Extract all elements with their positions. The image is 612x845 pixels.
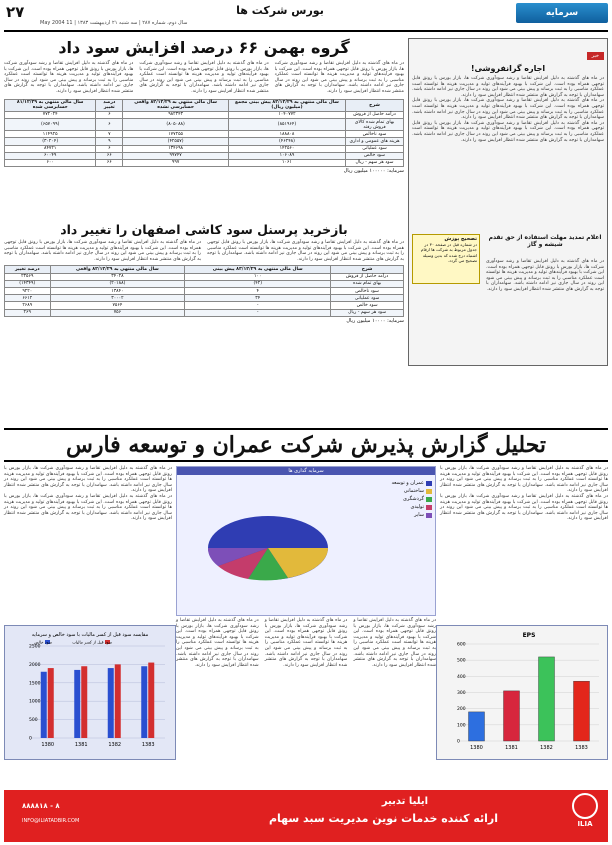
pie-legend-item [352,512,432,518]
table-cell: ۳۴۰۲۸ [50,273,185,280]
kashi-table [4,265,404,316]
bar [469,712,485,741]
table-cell: ۹۹۷۴۷ [123,152,229,159]
pie-legend-item [352,496,432,502]
table-row [5,309,404,316]
lower-left-text [4,466,172,616]
table-cell: ۲۶۹ [5,309,51,316]
y-tick-label: 0 [457,739,460,745]
page-header [0,0,612,32]
table-row [5,302,404,309]
ad-phone: ۸۸۸۸۱۸ - ۸ [22,802,60,810]
table-cell: (۴۶۲۴۸) [228,138,345,145]
table-cell: ۱۱۴۹۲۵ [5,131,96,138]
pie-legend-item [352,480,432,486]
table-cell: هزینه های عمومی و اداری [346,138,404,145]
table-header-cell: سال مالی منتهی به ۸۳/۱۲/۲۹ پیش بینی [185,266,331,273]
table-cell: ۹۲۲۰ [5,287,51,294]
table-cell: ۱۰۰ [185,273,331,280]
pie-legend-label: گردشگری [403,496,424,502]
table-cell: ۶۰۰۴۹ [5,152,96,159]
table-row [5,152,404,159]
table-cell: سود خالص [331,302,404,309]
table-header-cell: شرح [346,99,404,111]
table-cell: (۴۲) [185,280,331,287]
sidebar-title: اجاره گرانفروشی! [470,64,546,73]
pie-legend-swatch [426,513,432,518]
pie-legend-label: عمران و توسعه [391,480,424,486]
profit-chart-panel [4,625,176,760]
table-row [5,145,404,152]
main-headline-bar [4,428,608,462]
article-kashi-title: بازخرید پرسنل سود کاشی اصفهان را تغییر داد [60,222,348,237]
bar [141,666,147,738]
article-bahman-text-1: در ماه های گذشته به دلیل افزایش تقاضا و رشد سودآوری شرکت ها، بازار بورس با رونق قابل توجهی همراه بوده است. این شرکت با بهبود فرآیندهای تولید و مدیریت هزینه ها توانسته است عملکرد مناسبی را به ثبت برساند و پیش بینی می شود این روند در سال جاری نیز ادامه داشته باشد. سهامداران با توجه به گزارش های منتشر شده انتظار افزایش سود را دارند. [274,61,404,94]
ilia-brand: ILIA [577,820,593,828]
lower-right-text [440,466,608,616]
page-number: ۲۷ [6,3,25,21]
article-kashi-text-2: در ماه های گذشته به دلیل افزایش تقاضا و رشد سودآوری شرکت ها، بازار بورس با رونق قابل توجهی همراه بوده است. این شرکت با بهبود فرآیندهای تولید و مدیریت هزینه ها توانسته است عملکرد مناسبی را به ثبت برساند و پیش بینی می شود این روند در سال جاری نیز ادامه داشته باشد. سهامداران با توجه به گزارش های منتشر شده انتظار افزایش سود را دارند. [4,240,201,262]
table-cell: درآمد حاصل از فروش [331,273,404,280]
pie-chart [188,478,348,603]
table-cell: - [185,309,331,316]
table-cell: - [185,302,331,309]
chart-title: مقایسه سود قبل از کسر مالیات با سود خالص و سرمایه [31,632,149,638]
x-tick-label: 1381 [505,745,518,751]
table-cell: سود هر سهم - ریال [331,309,404,316]
bar [74,670,80,738]
issue-meta: سال دوم، شماره ۲۸۷ | سه شنبه ۲۱ ارديبهشت ۱۳۸۳ | 11 May 2004 [40,20,188,26]
table-cell: (۶۵۷۰۹۹) [5,118,96,130]
table-cell: ۷۵۶ [50,309,185,316]
table-row [5,273,404,280]
pie-legend-swatch [426,497,432,502]
table-cell: ۷۵۶۴ [50,302,185,309]
bar [41,672,47,738]
eps-chart-panel [436,625,608,760]
section-title: بورس شركت ها [236,4,324,17]
middle-text [176,618,436,786]
lower-left-para-1: در ماه های گذشته به دلیل افزایش تقاضا و رشد سودآوری شرکت ها، بازار بورس با رونق قابل توجهی همراه بوده است. این شرکت با بهبود فرآیندهای تولید و مدیریت هزینه ها توانسته است عملکرد مناسبی را به ثبت برساند و پیش بینی می شود این روند در سال جاری نیز ادامه داشته باشد. سهامداران با توجه به گزارش های منتشر شده انتظار افزایش سود را دارند. [4,466,172,494]
table-cell: بهای تمام شده [331,280,404,287]
ad-title: ایلیا تدبیر [381,796,428,807]
table-row [5,111,404,118]
legend-label: سود خالص [33,639,52,645]
x-tick-label: 1380 [41,742,55,748]
table-row [5,295,404,302]
table-cell: ۱۴۲۵۶۰ [228,145,345,152]
table-cell: (۸۵۱۹۶۴) [228,118,345,130]
ilia-logo [572,793,598,828]
table-cell: ۱۰۶۱ [228,159,345,166]
table-cell: ۱۰۴۰۷۷۲ [228,111,345,118]
table-cell: ۷۷۲۰۲۴ [5,111,96,118]
pie-legend-swatch [426,489,432,494]
table-cell: ۱۳۴۶۹۸ [123,145,229,152]
table-cell: ۷ [96,131,123,138]
x-tick-label: 1382 [108,742,122,748]
x-tick-label: 1383 [141,742,155,748]
y-tick-label: 100 [457,723,466,729]
table-cell: سود ناخالص [346,131,404,138]
lower-right-para-1: در ماه های گذشته به دلیل افزایش تقاضا و رشد سودآوری شرکت ها، بازار بورس با رونق قابل توجهی همراه بوده است. این شرکت با بهبود فرآیندهای تولید و مدیریت هزینه ها توانسته است عملکرد مناسبی را به ثبت برساند و پیش بینی می شود این روند در سال جاری نیز ادامه داشته باشد. سهامداران با توجه به گزارش های منتشر شده انتظار افزایش سود را دارند. [440,466,608,494]
y-tick-label: 400 [457,674,466,680]
correction-box [412,234,480,284]
table-cell: ۹۹۷ [123,159,229,166]
table-row [5,159,404,166]
y-tick-label: 1000 [29,699,41,705]
sidebar-text: در ماه های گذشته به دلیل افزایش تقاضا و رشد سودآوری شرکت ها، بازار بورس با رونق قابل توجهی همراه بوده است. این شرکت با بهبود فرآیندهای تولید و مدیریت هزینه ها توانسته است عملکرد مناسبی را به ثبت برساند و پیش بینی می شود این روند در سال جاری نیز ادامه داشته باشد. سهامداران با توجه به گزارش های منتشر شده انتظار افزایش سود را دارند. [412,76,604,98]
kashi-caption: سرمایه: ۱۰۰۰۰ میلیون ریال [346,317,404,324]
table-cell: (۳۰۲۰۴) [5,138,96,145]
sidebar-text-2: در ماه های گذشته به دلیل افزایش تقاضا و رشد سودآوری شرکت ها، بازار بورس با رونق قابل توجهی همراه بوده است. این شرکت با بهبود فرآیندهای تولید و مدیریت هزینه ها توانسته است عملکرد مناسبی را به ثبت برساند و پیش بینی می شود این روند در سال جاری نیز ادامه داشته باشد. سهامداران با توجه به گزارش های منتشر شده انتظار افزایش سود را دارند. [412,98,604,121]
y-tick-label: 300 [457,691,466,696]
table-cell: ۹۸۲۳۴۳ [123,111,229,118]
middle-text-1: در ماه های گذشته به دلیل افزایش تقاضا و رشد سودآوری شرکت ها، بازار بورس با رونق قابل توجهی همراه بوده است. این شرکت با بهبود فرآیندهای تولید و مدیریت هزینه ها توانسته است عملکرد مناسبی را به ثبت برساند و پیش بینی می شود این روند در سال جاری نیز ادامه داشته باشد. سهامداران با توجه به گزارش های منتشر شده انتظار افزایش سود را دارند. [353,618,436,668]
bahman-caption: سرمایه: ۱۰۰۰۰۰ میلیون ریال [343,168,404,175]
sidebar-text-3: در ماه های گذشته به دلیل افزایش تقاضا و رشد سودآوری شرکت ها، بازار بورس با رونق قابل توجهی همراه بوده است. این شرکت با بهبود فرآیندهای تولید و مدیریت هزینه ها توانسته است عملکرد مناسبی را به ثبت برساند و پیش بینی می شود این روند در سال جاری نیز ادامه داشته باشد. سهامداران با توجه به گزارش های منتشر شده انتظار افزایش سود را دارند. [412,120,604,143]
table-cell: سود عملیاتی [346,145,404,152]
table-cell: بهای تمام شده کالای فروش رفته [346,118,404,130]
article-bahman-text-3: در ماه های گذشته به دلیل افزایش تقاضا و رشد سودآوری شرکت ها، بازار بورس با رونق قابل توجهی همراه بوده است. این شرکت با بهبود فرآیندهای تولید و مدیریت هزینه ها توانسته است عملکرد مناسبی را به ثبت برساند و پیش بینی می شود این روند در سال جاری نیز ادامه داشته باشد. سهامداران با توجه به گزارش های منتشر شده انتظار افزایش سود را دارند. [4,61,134,94]
pie-legend-item [352,504,432,510]
y-tick-label: 600 [457,642,466,648]
table-cell: ۶۶ [96,159,123,166]
eps-chart [437,626,607,759]
table-row [5,280,404,287]
table-row [5,118,404,130]
table-header-cell: سال مالی منتهی به ۸۲/۱۲/۲۹ واقعی حسابرسی نشده [123,99,229,111]
table-cell: درآمد حاصل از فروش [346,111,404,118]
bar [148,663,154,738]
table-cell: ۶۶۱۲ [5,295,51,302]
table-cell: ۶ [96,111,123,118]
article-kashi [4,222,404,372]
x-tick-label: 1381 [74,742,88,748]
correction-text: در شماره قبل در صفحه ۳۰ در جدول مربوط به شركت ها ارقام اشتباه درج شده كه بدين وسيله تصحيح مي گردد. [420,242,477,263]
x-tick-label: 1383 [575,745,588,751]
y-tick-label: 2000 [29,662,41,668]
table-cell: ۶۰۰ [5,159,96,166]
pie-legend-label: ساختمانی [403,488,424,494]
article-bahman-text-2: در ماه های گذشته به دلیل افزایش تقاضا و رشد سودآوری شرکت ها، بازار بورس با رونق قابل توجهی همراه بوده است. این شرکت با بهبود فرآیندهای تولید و مدیریت هزینه ها توانسته است عملکرد مناسبی را به ثبت برساند و پیش بینی می شود این روند در سال جاری نیز ادامه داشته باشد. سهامداران با توجه به گزارش های منتشر شده انتظار افزایش سود را دارند. [139,61,269,94]
table-header-cell: شرح [331,266,404,273]
investment-pie-panel [176,466,436,616]
article-bahman-title: گروه بهمن ۶۶ درصد افزایش سود داد [58,38,350,57]
legend-label: سود قبل از کسر مالیات [72,639,112,645]
middle-text-2: در ماه های گذشته به دلیل افزایش تقاضا و رشد سودآوری شرکت ها، بازار بورس با رونق قابل توجهی همراه بوده است. این شرکت با بهبود فرآیندهای تولید و مدیریت هزینه ها توانسته است عملکرد مناسبی را به ثبت برساند و پیش بینی می شود این روند در سال جاری نیز ادامه داشته باشد. سهامداران با توجه به گزارش های منتشر شده انتظار افزایش سود را دارند. [264,618,348,668]
table-cell: ۸۴۷۲۱ [5,145,96,152]
lower-left-para-2: در ماه های گذشته به دلیل افزایش تقاضا و رشد سودآوری شرکت ها، بازار بورس با رونق قابل توجهی همراه بوده است. این شرکت با بهبود فرآیندهای تولید و مدیریت هزینه ها توانسته است عملکرد مناسبی را به ثبت برساند و پیش بینی می شود این روند در سال جاری نیز ادامه داشته باشد. سهامداران با توجه به گزارش های منتشر شده انتظار افزایش سود را دارند. [4,493,172,522]
bar [81,666,87,738]
table-cell: ۳۰۰۰۲ [50,295,185,302]
table-cell: ۱۰۶۰۸۹ [228,152,345,159]
lower-right-para-2: در ماه های گذشته به دلیل افزایش تقاضا و رشد سودآوری شرکت ها، بازار بورس با رونق قابل توجهی همراه بوده است. این شرکت با بهبود فرآیندهای تولید و مدیریت هزینه ها توانسته است عملکرد مناسبی را به ثبت برساند و پیش بینی می شود این روند در سال جاری نیز ادامه داشته باشد. سهامداران با توجه به گزارش های منتشر شده انتظار افزایش سود را دارند. [440,493,608,522]
table-cell: سود خالص [346,152,404,159]
x-tick-label: 1380 [470,745,483,751]
article-bahman [4,38,404,221]
y-tick-label: 0 [29,736,32,742]
table-row [5,138,404,145]
y-tick-label: 1500 [29,681,41,687]
y-tick-label: 500 [457,658,466,664]
ad-email[interactable]: INFO@ILIATADBIR.COM [22,818,80,824]
table-cell: (۱۴۳۴۹) [5,280,51,287]
pie-legend-label: تولیدی [410,504,424,510]
ilia-advertisement[interactable] [4,790,608,842]
table-header-cell: درصد تغییر [5,266,51,273]
bar [539,657,555,741]
pie-title: سرمایه گذاری ها [177,467,435,475]
table-cell: سود ناخالص [331,287,404,294]
sidebar-tag: خبر [587,52,604,60]
pie-legend-swatch [426,481,432,486]
pie-legend-label: سایر [414,512,424,518]
bar [504,691,520,741]
table-cell: ۲۶۸۹ [5,302,51,309]
bahman-table [4,99,404,168]
pie-legend-swatch [426,505,432,510]
table-row [5,287,404,294]
masthead-logo: سرمايه [516,3,608,23]
table-cell: ۱۷۷۲۵۵ [123,131,229,138]
table-header-cell: سال مالی منتهی به ۸۲/۱۲/۲۹ واقعی [50,266,185,273]
table-cell: ۱۳۸۴۰ [50,287,185,294]
table-header-cell: سال مالی منتهی به ۸۱/۱۲/۲۹ حسابرسی شده [5,99,96,111]
table-cell: ۶ [96,145,123,152]
y-tick-label: 2500 [29,644,41,650]
notice-text: در ماه های گذشته به دلیل افزایش تقاضا و رشد سودآوری شرکت ها، بازار بورس با رونق قابل توجهی همراه بوده است. این شرکت با بهبود فرآیندهای تولید و مدیریت هزینه ها توانسته است عملکرد مناسبی را به ثبت برساند و پیش بینی می شود این روند در سال جاری نیز ادامه داشته باشد. سهامداران با توجه به گزارش های منتشر شده انتظار افزایش سود را دارند. [486,259,604,292]
correction-title: تصحيح پوزش [444,236,477,242]
header-rule [4,30,608,32]
table-cell: ۴ [185,287,331,294]
profit-chart [5,626,175,759]
table-cell: سود هر سهم - ریال [346,159,404,166]
pie-legend-item [352,488,432,494]
pie-legend [352,478,432,603]
x-tick-label: 1382 [540,745,553,751]
ilia-logo-ring [572,793,598,819]
table-cell: ۲۳۵۶۹ [5,273,51,280]
notice-title: اعلام تمدید مهلت استفاده از حق تقدم شیشه و گاز [488,234,602,248]
table-cell: (۸۰۵۰۸۸) [123,118,229,130]
y-tick-label: 200 [457,707,466,713]
table-cell: ۱۸۸۸۰۸ [228,131,345,138]
sidebar-column [408,38,608,366]
table-cell: سود عملیاتی [331,295,404,302]
table-row [5,131,404,138]
bar [574,681,590,741]
table-cell: (۲۰۱۸۸) [50,280,185,287]
table-cell: (۴۲۵۵۷) [123,138,229,145]
table-cell: ۳۴ [185,295,331,302]
table-header-cell: سال مالی منتهی به ۸۲/۱۲/۲۹ پیش بینی مجمع (میلیون ریال) [228,99,345,111]
bar [48,668,54,738]
table-header-cell: درصد تغییر [96,99,123,111]
ad-subtitle: ارائه کننده خدمات نوین مدیریت سبد سهام [268,812,498,825]
chart-title: EPS [522,632,536,639]
bar [108,668,114,738]
table-cell: ۶ [96,118,123,130]
table-cell: ۶۶ [96,152,123,159]
table-cell: ۹ [96,138,123,145]
article-kashi-text-1: در ماه های گذشته به دلیل افزایش تقاضا و رشد سودآوری شرکت ها، بازار بورس با رونق قابل توجهی همراه بوده است. این شرکت با بهبود فرآیندهای تولید و مدیریت هزینه ها توانسته است عملکرد مناسبی را به ثبت برساند و پیش بینی می شود این روند در سال جاری نیز ادامه داشته باشد. سهامداران با توجه به گزارش های منتشر شده انتظار افزایش سود را دارند. [207,240,404,262]
y-tick-label: 500 [29,718,38,724]
main-headline: تحلیل گزارش پذیرش شرکت عمران و توسعه فارس [65,432,547,458]
bar [115,664,121,738]
middle-text-3: در ماه های گذشته به دلیل افزایش تقاضا و رشد سودآوری شرکت ها، بازار بورس با رونق قابل توجهی همراه بوده است. این شرکت با بهبود فرآیندهای تولید و مدیریت هزینه ها توانسته است عملکرد مناسبی را به ثبت برساند و پیش بینی می شود این روند در سال جاری نیز ادامه داشته باشد. سهامداران با توجه به گزارش های منتشر شده انتظار افزایش سود را دارند. [175,618,259,668]
